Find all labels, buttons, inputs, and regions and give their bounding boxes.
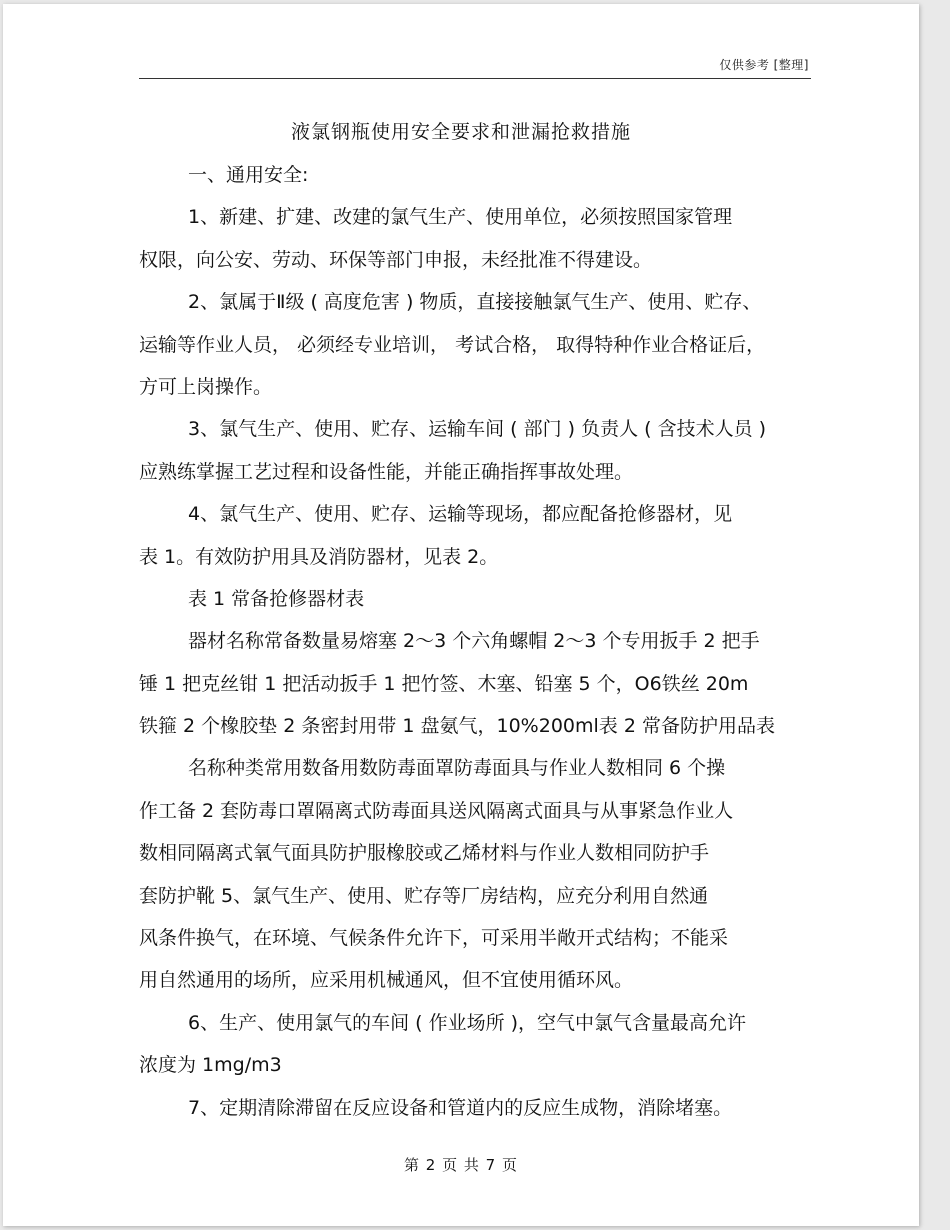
document-page: [3, 4, 919, 1226]
paragraph-line: 3、氯气生产、使用、贮存、运输车间 ( 部门 ) 负责人 ( 含技术人员 ): [188, 418, 767, 441]
page-number: 第 2 页 共 7 页: [404, 1156, 518, 1174]
paragraph-line: 运输等作业人员， 必须经专业培训， 考试合格， 取得特种作业合格证后，: [139, 333, 766, 356]
paragraph-line: 方可上岗操作。: [139, 375, 273, 398]
header-note: 仅供参考 [整理]: [719, 58, 809, 72]
paragraph-line: 用自然通用的场所，应采用机械通风，但不宜使用循环风。: [139, 969, 634, 992]
paragraph-line: 风条件换气，在环境、气候条件允许下，可采用半敞开式结构；不能采: [139, 927, 729, 950]
paragraph-line: 应熟练掌握工艺过程和设备性能，并能正确指挥事故处理。: [139, 460, 634, 483]
paragraph-line: 6、生产、使用氯气的车间 ( 作业场所 )，空气中氯气含量最高允许: [188, 1011, 747, 1034]
paragraph-line: 2、氯属于Ⅱ级 ( 高度危害 ) 物质，直接接触氯气生产、使用、贮存、: [188, 291, 762, 314]
paragraph-line: 表 1。有效防护用具及消防器材，见表 2。: [139, 545, 499, 568]
document-body: [139, 154, 811, 1129]
paragraph-line: 浓度为 1mg/m3: [139, 1054, 282, 1077]
paragraph-line: 权限，向公安、劳动、环保等部门申报，未经批准不得建设。: [139, 248, 653, 271]
paragraph-line: 7、定期清除滞留在反应设备和管道内的反应生成物，消除堵塞。: [188, 1096, 733, 1119]
paragraph-line: 名称种类常用数备用数防毒面罩防毒面具与作业人数相同 6 个操: [188, 757, 726, 780]
document-title: 液氯钢瓶使用安全要求和泄漏抢救措施: [290, 121, 631, 143]
table-caption: 表 1 常备抢修器材表: [188, 587, 365, 610]
paragraph-line: 锤 1 把克丝钳 1 把活动扳手 1 把竹签、木塞、铅塞 5 个，O6铁丝 20m: [139, 672, 749, 695]
paragraph-line: 作工备 2 套防毒口罩隔离式防毒面具送风隔离式面具与从事紧急作业人: [139, 799, 734, 822]
paragraph-line: 1、新建、扩建、改建的氯气生产、使用单位，必须按照国家管理: [188, 206, 733, 229]
section-heading: 一、通用安全:: [188, 164, 309, 186]
paragraph-line: 器材名称常备数量易熔塞 2～3 个六角螺帽 2～3 个专用扳手 2 把手: [188, 630, 760, 653]
header-divider: [139, 78, 811, 79]
paragraph-line: 套防护靴 5、氯气生产、使用、贮存等厂房结构，应充分利用自然通: [139, 884, 709, 907]
paragraph-line: 4、氯气生产、使用、贮存、运输等现场，都应配备抢修器材，见: [188, 503, 733, 526]
paragraph-line: 数相同隔离式氧气面具防护服橡胶或乙烯材料与作业人数相同防护手: [139, 842, 710, 865]
paragraph-line: 铁箍 2 个橡胶垫 2 条密封用带 1 盘氨气，10%200ml表 2 常备防护用品表: [139, 715, 775, 738]
